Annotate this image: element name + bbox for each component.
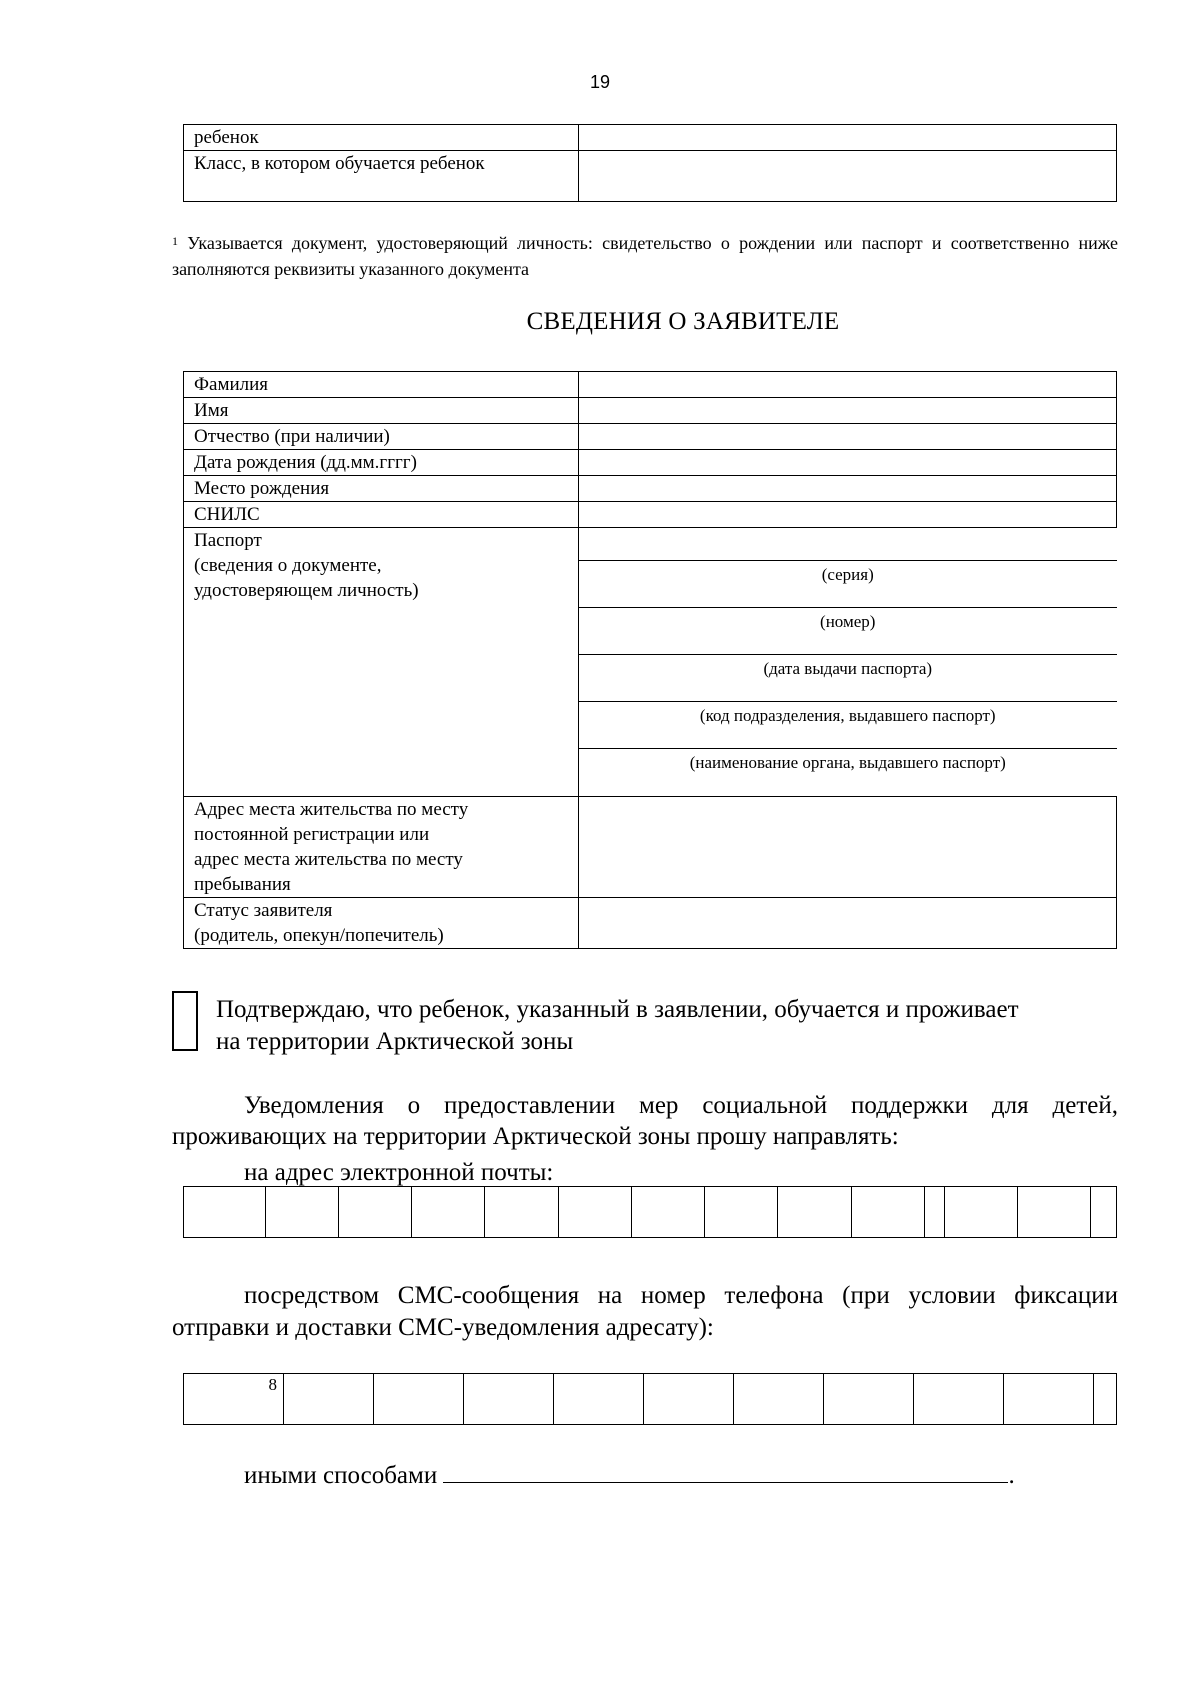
sms-text: посредством СМС-сообщения на номер телефона (при условии фиксации отправки и доставки СМС-уведомления адресату):	[172, 1282, 1118, 1341]
section-title: СВЕДЕНИЯ О ЗАЯВИТЕЛЕ	[526, 308, 840, 335]
passport-series-caption: (серия)	[821, 565, 874, 584]
name-field[interactable]	[579, 398, 1117, 424]
birth-date-field[interactable]	[579, 450, 1117, 476]
status-label	[184, 898, 579, 949]
address-label-line: адрес места жительства по месту	[194, 849, 463, 870]
footnote	[172, 230, 1118, 282]
passport-division-code-caption: (код подразделения, выдавшего паспорт)	[699, 706, 996, 725]
passport-issue-date-field[interactable]	[579, 654, 1117, 701]
address-label	[184, 797, 579, 898]
address-field[interactable]	[579, 797, 1117, 898]
table-row	[184, 372, 1117, 398]
status-label-line: (родитель, опекун/попечитель)	[194, 925, 444, 946]
row-label: Дата рождения (дд.мм.гггг)	[184, 450, 579, 476]
phone-cells	[183, 1373, 1117, 1425]
passport-label-line: (сведения о документе,	[194, 555, 382, 576]
table-row	[184, 450, 1117, 476]
surname-field[interactable]	[579, 372, 1117, 398]
phone-cell[interactable]	[1094, 1374, 1116, 1424]
email-cell[interactable]	[412, 1187, 485, 1237]
email-cell[interactable]	[485, 1187, 559, 1237]
phone-cell[interactable]	[644, 1374, 734, 1424]
row-label: Класс, в котором обучается ребенок	[184, 151, 579, 202]
passport-fields	[579, 528, 1117, 797]
other-methods	[244, 1456, 1015, 1492]
email-cell[interactable]	[945, 1187, 1018, 1237]
email-label: на адрес электронной почты:	[244, 1159, 554, 1186]
passport-issuer-caption: (наименование органа, выдавшего паспорт)	[689, 753, 1006, 772]
phone-prefix-cell: 8	[184, 1374, 284, 1424]
email-cell[interactable]	[1018, 1187, 1091, 1237]
table-row	[184, 398, 1117, 424]
phone-cell[interactable]	[374, 1374, 464, 1424]
passport-issuer-field[interactable]	[579, 748, 1117, 796]
snils-field[interactable]	[579, 502, 1117, 528]
passport-issue-date-caption: (дата выдачи паспорта)	[763, 659, 933, 678]
phone-cell[interactable]	[464, 1374, 554, 1424]
phone-cell[interactable]	[734, 1374, 824, 1424]
page-number: 19	[589, 72, 611, 92]
other-methods-end: .	[1008, 1462, 1015, 1489]
class-field-value[interactable]	[579, 151, 1117, 202]
other-methods-input-line[interactable]	[443, 1456, 1008, 1483]
confirm-line: Подтверждаю, что ребенок, указанный в заявлении, обучается и проживает	[216, 996, 1019, 1023]
confirm-checkbox[interactable]	[172, 991, 198, 1051]
other-methods-label: иными способами	[244, 1462, 438, 1489]
email-cell[interactable]	[1091, 1187, 1116, 1237]
confirm-line: на территории Арктической зоны	[216, 1028, 574, 1055]
status-label-line: Статус заявителя	[194, 900, 333, 921]
footnote-mark: 1	[172, 234, 178, 248]
notification-intro: Уведомления о предоставлении мер социальной поддержки для детей, проживающих на территории Арктической зоны прошу направлять:	[172, 1092, 1118, 1150]
phone-cell[interactable]	[914, 1374, 1004, 1424]
phone-cell[interactable]	[824, 1374, 914, 1424]
passport-series-field[interactable]	[579, 560, 1117, 607]
table-row	[184, 502, 1117, 528]
table-row	[184, 797, 1117, 898]
passport-label-line: Паспорт	[194, 530, 262, 551]
passport-label	[184, 528, 579, 797]
email-cells	[183, 1186, 1117, 1238]
applicant-table	[183, 371, 1117, 949]
phone-cell[interactable]	[1004, 1374, 1094, 1424]
email-cell[interactable]	[778, 1187, 852, 1237]
passport-division-code-field[interactable]	[579, 701, 1117, 748]
email-cell[interactable]	[632, 1187, 705, 1237]
address-label-line: Адрес места жительства по месту	[194, 799, 469, 820]
patronymic-field[interactable]	[579, 424, 1117, 450]
passport-number-caption: (номер)	[820, 612, 876, 631]
child-info-table	[183, 124, 1117, 202]
email-cell[interactable]	[852, 1187, 925, 1237]
table-row	[184, 898, 1117, 949]
email-cell[interactable]	[925, 1187, 945, 1237]
address-label-line: постоянной регистрации или	[194, 824, 430, 845]
table-row	[184, 125, 1117, 151]
birth-place-field[interactable]	[579, 476, 1117, 502]
email-cell[interactable]	[266, 1187, 339, 1237]
row-label: ребенок	[184, 125, 579, 151]
phone-cell[interactable]	[284, 1374, 374, 1424]
child-field-value[interactable]	[579, 125, 1117, 151]
email-cell[interactable]	[559, 1187, 632, 1237]
status-field[interactable]	[579, 898, 1117, 949]
address-label-line: пребывания	[194, 874, 291, 895]
passport-top-field[interactable]	[579, 528, 1117, 560]
row-label: Имя	[184, 398, 579, 424]
passport-label-line: удостоверяющем личность)	[194, 580, 419, 601]
footnote-text: Указывается документ, удостоверяющий личность: свидетельство о рождении или паспорт и соответственно ниже заполняются реквизиты указанного документа	[172, 233, 1118, 279]
table-row	[184, 476, 1117, 502]
email-cell[interactable]	[339, 1187, 412, 1237]
row-label: Фамилия	[184, 372, 579, 398]
email-cell[interactable]	[705, 1187, 778, 1237]
row-label: Место рождения	[184, 476, 579, 502]
table-row	[184, 151, 1117, 202]
phone-cell[interactable]	[554, 1374, 644, 1424]
table-row	[184, 528, 1117, 797]
passport-number-field[interactable]	[579, 607, 1117, 654]
row-label: СНИЛС	[184, 502, 579, 528]
row-label: Отчество (при наличии)	[184, 424, 579, 450]
table-row	[184, 424, 1117, 450]
email-cell[interactable]	[184, 1187, 266, 1237]
confirm-text	[216, 994, 1116, 1058]
